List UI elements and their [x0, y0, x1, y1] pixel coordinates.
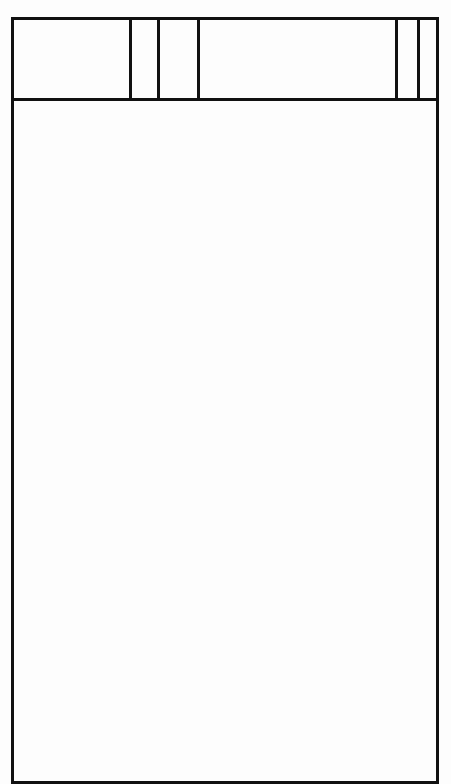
header-desc [14, 20, 132, 98]
header-digit [160, 20, 200, 98]
header-no [398, 20, 420, 98]
header-ref [132, 20, 160, 98]
header-extra [420, 20, 436, 98]
header-geo [200, 20, 398, 98]
correlation-table [11, 17, 439, 784]
table-header [14, 20, 436, 101]
